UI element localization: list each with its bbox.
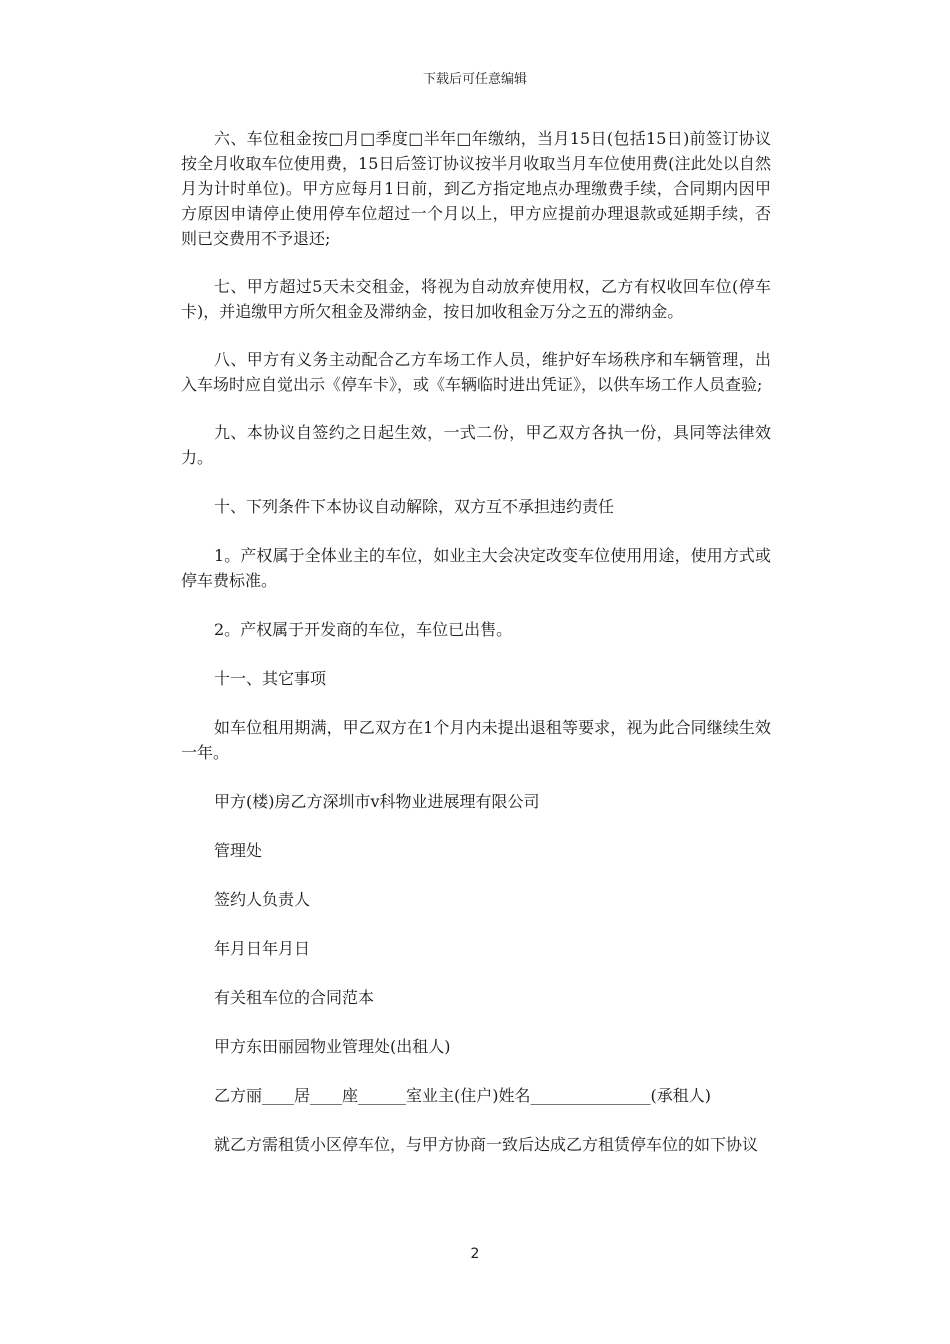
page-number: 2 [470,1246,480,1262]
clause-8: 八、甲方有义务主动配合乙方车场工作人员，维护好车场秩序和车辆管理，出入车场时应自觉出示《停车卡》，或《车辆临时进出凭证》，以供车场工作人员查验; [181,350,771,394]
party-signature-line: 甲方(楼)房乙方深圳市v科物业进展理有限公司 [214,792,540,811]
clause-11: 十一、其它事项 [214,669,327,688]
signatory-line: 签约人负责人 [214,890,311,909]
clause-9: 九、本协议自签约之日起生效，一式二份，甲乙双方各执一份，具同等法律效力。 [181,423,771,467]
management-office-line: 管理处 [214,841,263,860]
clause-6: 六、车位租金按□月□季度□半年□年缴纳，当月15日(包括15日)前签订协议按全月收取车位使用费，15日后签订协议按半月收取当月车位使用费(注此处以自然月为计时单位)。甲方应每月1日前，到乙方指定地点办理缴费手续，合同期内因甲方原因申请停止使用停车位超过一个月以上，甲方应提前办理退款或延期手续，否则已交费用不予退还; [181,129,771,248]
clause-10: 十、下列条件下本协议自动解除，双方互不承担违约责任 [214,497,615,516]
party-a-line: 甲方东田丽园物业管理处(出租人) [214,1037,451,1056]
contract-title: 有关租车位的合同范本 [214,988,375,1007]
clause-11-text: 如车位租用期满，甲乙双方在1个月内未提出退租等要求，视为此合同继续生效一年。 [181,718,771,762]
clause-10-item-2: 2。产权属于开发商的车位，车位已出售。 [214,620,513,639]
clause-7: 七、甲方超过5天未交租金，将视为自动放弃使用权，乙方有权收回车位(停车卡)，并追缴甲方所欠租金及滞纳金，按日加收租金万分之五的滞纳金。 [181,277,771,321]
page-header: 下载后可任意编辑 [422,72,527,87]
clause-10-item-1: 1。产权属于全体业主的车位，如业主大会决定改变车位使用用途，使用方式或停车费标准。 [181,546,771,590]
party-b-line: 乙方丽____居____座______室业主(住户)姓名_______________(承租人) [214,1086,711,1105]
document-body [181,126,771,1157]
date-line: 年月日年月日 [214,939,311,958]
agreement-intro: 就乙方需租赁小区停车位，与甲方协商一致后达成乙方租赁停车位的如下协议 [214,1135,759,1154]
